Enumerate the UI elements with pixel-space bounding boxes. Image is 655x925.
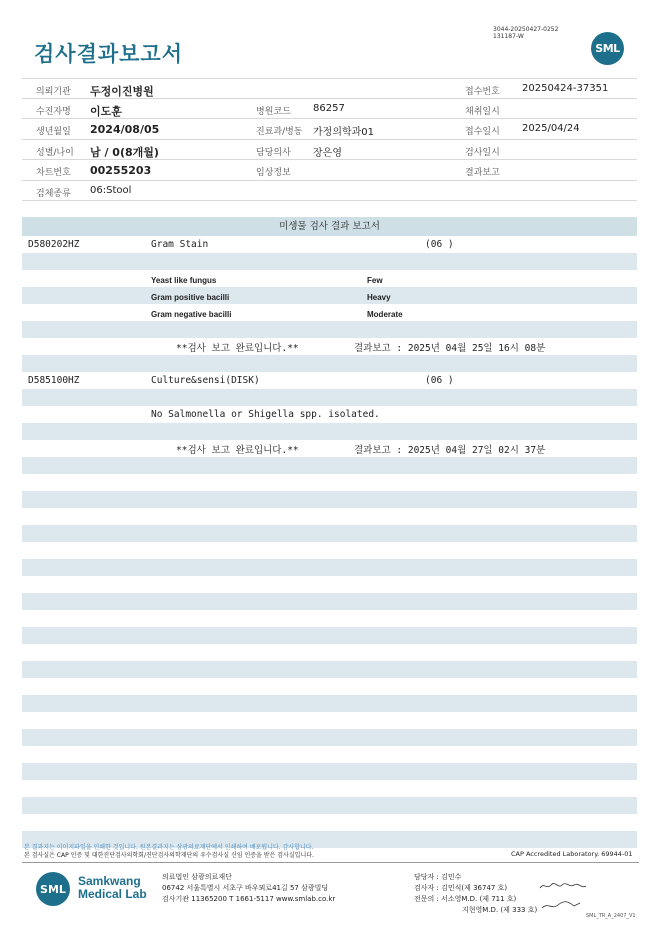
page-title: 검사결과보고서 [34, 42, 184, 66]
report-complete: **검사 보고 완료입니다.** [176, 343, 299, 354]
stripe [22, 729, 637, 746]
info-row: 생년월일 2024/08/05 진료과/병동 가정의학과01 접수일시 2025/04/24 [22, 119, 637, 140]
sml-logo: SML [591, 32, 624, 65]
info-row: 수진자명 이도훈 병원코드 86257 채취일시 [22, 99, 637, 120]
stripe [22, 287, 637, 304]
staff-examiner: 검사자 : 김민식(제 36747 호) [414, 884, 508, 892]
stripe [22, 491, 637, 508]
stripe [22, 423, 637, 440]
report-complete: **검사 보고 완료입니다.** [176, 445, 299, 456]
stripe [22, 593, 637, 610]
sml-footer-logo: SML [36, 872, 70, 906]
staff-list [414, 872, 537, 916]
info-row: 차트번호 00255203 임상정보 결과보고 [22, 160, 637, 181]
receipt-number-value: 20250424-37351 [522, 83, 609, 94]
organism-result: Heavy [367, 293, 391, 302]
stripe [22, 797, 637, 814]
stripe [22, 321, 637, 338]
report-time: 결과보고 : 2025년 04월 27일 02시 37분 [354, 445, 546, 456]
report-time: 결과보고 : 2025년 04월 25일 16시 08분 [354, 343, 546, 354]
stripe [22, 559, 637, 576]
organism-result: Few [367, 276, 383, 285]
stripe [22, 253, 637, 270]
staff-specialist: 지현영M.D. (제 333 호) [462, 906, 538, 914]
sex-age-value: 남 / 0(8개월) [90, 145, 159, 159]
stripe [22, 525, 637, 542]
print-notice: 본 결과지는 이미지파일을 인쇄한 것입니다. 원본결과지는 삼광의료재단에서 인쇄하여 배포됩니다. 감사합니다. [24, 844, 314, 851]
info-row: 검체종류 06:Stool [22, 181, 637, 202]
stripe [22, 695, 637, 712]
doctor-value: 장은영 [313, 147, 342, 159]
divider [22, 862, 639, 863]
institution-value: 두정이진병원 [90, 85, 154, 98]
info-row: 성별/나이 남 / 0(8개월) 담당의사 장은영 검사일시 [22, 140, 637, 161]
test-name: Culture&sensi(DISK) [151, 375, 260, 386]
specimen-value: 06:Stool [90, 184, 132, 196]
stripe [22, 389, 637, 406]
stripe [22, 457, 637, 474]
test-specimen: (06 ) [425, 239, 454, 250]
test-code: D585100HZ [28, 375, 80, 386]
signature-image [540, 898, 582, 912]
organism-result: Moderate [367, 310, 403, 319]
test-specimen: (06 ) [425, 375, 454, 386]
certification-note: 본 검사실은 CAP 인증 및 대한진단검사의학회/진단검사의학재단의 우수검사실 신임 인증을 받은 검사실입니다. [24, 852, 314, 859]
chart-number-value: 00255203 [90, 164, 152, 177]
organization-address: 의료법인 삼광의료재단 06742 서울특별시 서초구 바우뫼로41길 57 삼광빌딩 검사기관 11365200 T 1661-5117 www.smlab.co.kr [162, 873, 336, 903]
organism-name: Gram positive bacilli [151, 293, 230, 302]
culture-finding: No Salmonella or Shigella spp. isolated. [151, 409, 380, 420]
info-row: 의뢰기관 두정이진병원 접수번호 20250424-37351 [22, 78, 637, 99]
stripe [22, 355, 637, 372]
dob-value: 2024/08/05 [90, 123, 160, 136]
stripe [22, 763, 637, 780]
receipt-date-value: 2025/04/24 [522, 123, 580, 134]
organism-name: Yeast like fungus [151, 276, 217, 285]
staff-specialist: 전문의 : 서소영M.D. (제 711 호) [414, 895, 517, 903]
patient-info-table [22, 78, 637, 201]
cap-accreditation: CAP Accredited Laboratory. 69944-01 [511, 850, 633, 858]
brand-name: Samkwang Medical Lab [78, 874, 147, 901]
document-number: 3044-20250427-0252 131187-W [493, 26, 559, 40]
patient-name-value: 이도훈 [90, 104, 122, 118]
stripe [22, 627, 637, 644]
hospital-code-value: 86257 [313, 102, 345, 114]
staff-contact: 담당자 : 김민수 [414, 873, 462, 881]
test-name: Gram Stain [151, 239, 209, 250]
results-header: 미생물 검사 결과 보고서 [22, 217, 637, 236]
signature-image [538, 880, 588, 892]
stripe [22, 661, 637, 678]
test-code: D580202HZ [28, 239, 80, 250]
department-value: 가정의학과01 [313, 127, 375, 138]
organism-name: Gram negative bacilli [151, 310, 232, 319]
form-code: SML_TR_A_2407_V1 [586, 913, 636, 919]
